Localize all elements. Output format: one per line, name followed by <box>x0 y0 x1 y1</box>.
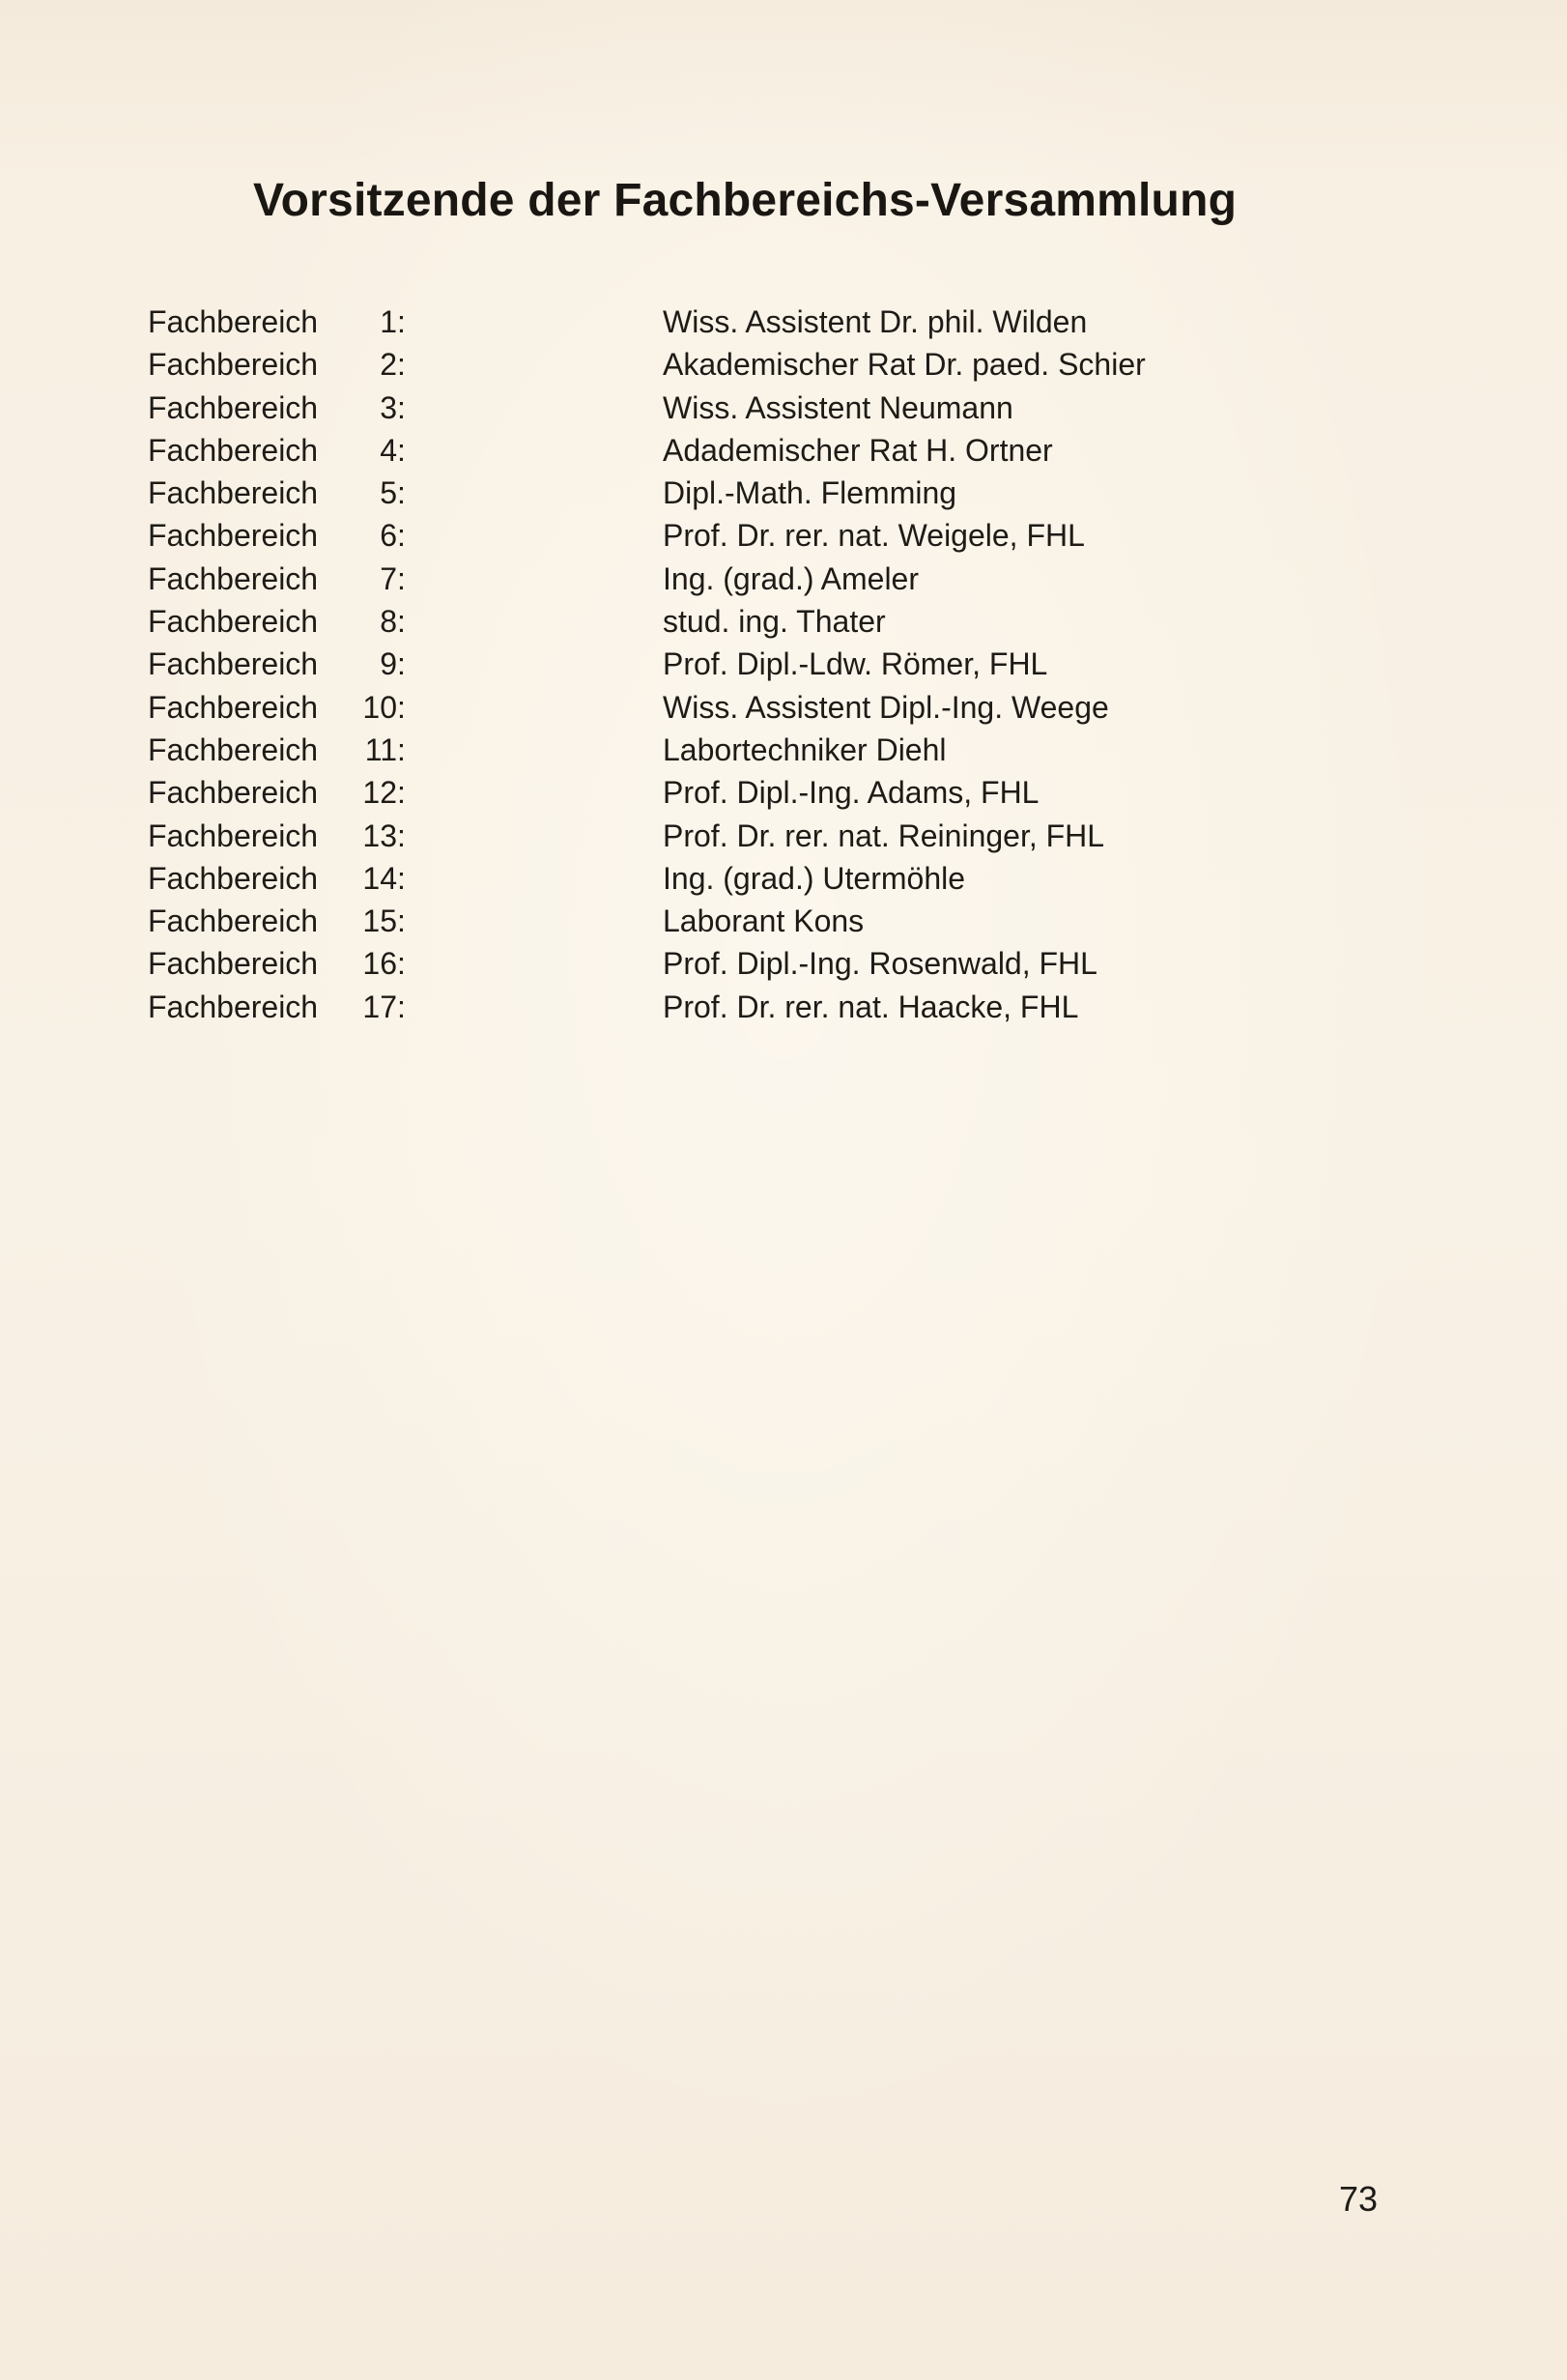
separator: : <box>397 304 406 339</box>
department-number: 3 <box>380 389 397 425</box>
department-label: Fachbereich <box>148 860 319 896</box>
department-label: Fachbereich <box>148 903 319 939</box>
chairperson-name: Adademischer Rat H. Ortner <box>663 432 1053 468</box>
department-number: 15 <box>362 903 397 939</box>
list-item <box>148 343 1307 386</box>
list-item <box>148 900 1307 942</box>
list-item <box>148 429 1307 472</box>
department-label: Fachbereich <box>148 518 319 554</box>
department-number: 1 <box>380 304 397 339</box>
department-label: Fachbereich <box>148 347 319 383</box>
department-number: 13 <box>362 817 397 853</box>
list-item <box>148 514 1307 557</box>
list-item <box>148 600 1307 643</box>
chairperson-list <box>148 301 1307 1028</box>
list-item <box>148 301 1307 343</box>
separator: : <box>397 689 406 725</box>
department-number: 2 <box>380 347 397 383</box>
page-title: Vorsitzende der Fachbereichs-Versammlung <box>253 175 1238 226</box>
department-label: Fachbereich <box>148 389 319 425</box>
chairperson-name: Akademischer Rat Dr. paed. Schier <box>663 347 1146 383</box>
separator: : <box>397 518 406 554</box>
separator: : <box>397 432 406 468</box>
list-item <box>148 986 1307 1028</box>
list-item <box>148 472 1307 514</box>
department-number: 11 <box>364 731 397 767</box>
chairperson-name: Laborant Kons <box>663 903 865 939</box>
chairperson-name: Wiss. Assistent Neumann <box>663 389 1013 425</box>
chairperson-name: Ing. (grad.) Utermöhle <box>663 860 966 896</box>
list-item <box>148 558 1307 600</box>
chairperson-name: Wiss. Assistent Dipl.-Ing. Weege <box>663 689 1109 725</box>
separator: : <box>397 860 406 896</box>
chairperson-name: Labortechniker Diehl <box>663 731 947 767</box>
separator: : <box>397 604 406 640</box>
chairperson-name: Ing. (grad.) Ameler <box>663 560 919 596</box>
chairperson-name: Prof. Dipl.-Ing. Adams, FHL <box>663 775 1040 811</box>
department-number: 4 <box>380 432 397 468</box>
list-item <box>148 815 1307 857</box>
department-number: 16 <box>362 946 397 982</box>
list-item <box>148 729 1307 771</box>
separator: : <box>397 560 406 596</box>
separator: : <box>397 389 406 425</box>
list-item <box>148 942 1307 985</box>
department-label: Fachbereich <box>148 817 319 853</box>
separator: : <box>397 946 406 982</box>
department-number: 5 <box>380 475 397 511</box>
separator: : <box>397 347 406 383</box>
page-number: 73 <box>1339 2179 1379 2219</box>
department-number: 14 <box>362 860 397 896</box>
chairperson-name: Dipl.-Math. Flemming <box>663 475 957 511</box>
department-label: Fachbereich <box>148 560 319 596</box>
separator: : <box>397 903 406 939</box>
separator: : <box>397 775 406 811</box>
department-number: 10 <box>362 689 397 725</box>
department-label: Fachbereich <box>148 604 319 640</box>
list-item <box>148 857 1307 900</box>
separator: : <box>397 731 406 767</box>
list-item <box>148 686 1307 729</box>
chairperson-name: Wiss. Assistent Dr. phil. Wilden <box>663 304 1088 339</box>
department-number: 12 <box>362 775 397 811</box>
department-number: 7 <box>380 560 397 596</box>
chairperson-name: Prof. Dipl.-Ing. Rosenwald, FHL <box>663 946 1097 982</box>
chairperson-name: Prof. Dr. rer. nat. Weigele, FHL <box>663 518 1085 554</box>
chairperson-name: Prof. Dr. rer. nat. Reininger, FHL <box>663 817 1105 853</box>
department-label: Fachbereich <box>148 475 319 511</box>
list-item <box>148 643 1307 685</box>
department-label: Fachbereich <box>148 646 319 682</box>
department-label: Fachbereich <box>148 689 319 725</box>
list-item <box>148 771 1307 814</box>
separator: : <box>397 817 406 853</box>
department-label: Fachbereich <box>148 946 319 982</box>
department-number: 6 <box>380 518 397 554</box>
chairperson-name: Prof. Dipl.-Ldw. Römer, FHL <box>663 646 1048 682</box>
department-label: Fachbereich <box>148 731 319 767</box>
department-label: Fachbereich <box>148 775 319 811</box>
department-label: Fachbereich <box>148 304 319 339</box>
chairperson-name: Prof. Dr. rer. nat. Haacke, FHL <box>663 989 1079 1024</box>
department-label: Fachbereich <box>148 432 319 468</box>
department-label: Fachbereich <box>148 989 319 1024</box>
separator: : <box>397 989 406 1024</box>
department-number: 17 <box>362 989 397 1024</box>
separator: : <box>397 646 406 682</box>
department-number: 9 <box>380 646 397 682</box>
chairperson-name: stud. ing. Thater <box>663 604 886 640</box>
list-item <box>148 387 1307 429</box>
department-number: 8 <box>380 604 397 640</box>
separator: : <box>397 475 406 511</box>
